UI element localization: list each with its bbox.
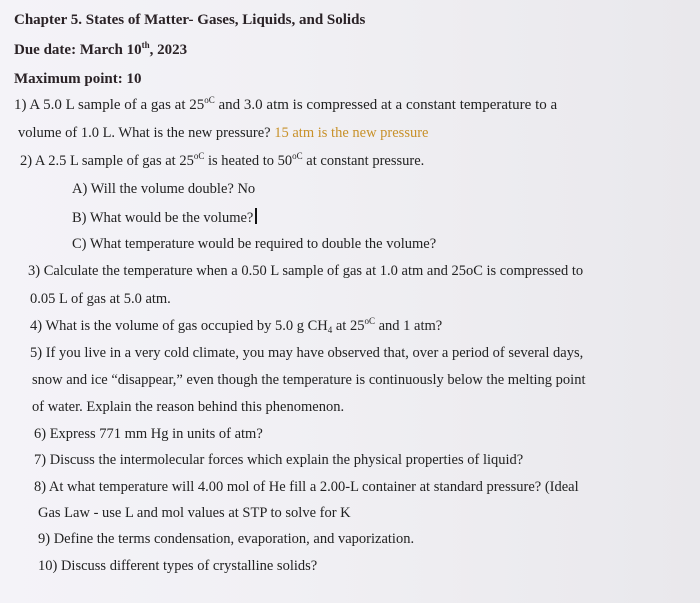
- question-3-line-2: 0.05 L of gas at 5.0 atm.: [30, 291, 171, 307]
- question-2-stem: 2) A 2.5 L sample of gas at $25^{oC}$ is heated to $50^{oC}$ at constant pressure.: [20, 151, 425, 169]
- question-4: 4) What is the volume of gas occupied by 5.0 g $CH_4$ at $25^{oC}$ and 1 atm?: [30, 316, 443, 335]
- question-10: 10) Discuss different types of crystalline solids?: [38, 558, 318, 574]
- due-date: Due date: March 10th, 2023: [14, 40, 188, 58]
- question-1-line-2: volume of 1.0 L. What is the new pressure? 15 atm is the new pressure: [18, 125, 429, 141]
- question-5-line-1: 5) If you live in a very cold climate, you may have observed that, over a period of several days,: [30, 345, 584, 361]
- question-3-line-1: 3) Calculate the temperature when a 0.50 L sample of gas at 1.0 atm and 25oC is compressed to: [28, 263, 584, 279]
- chapter-title: Chapter 5. States of Matter- Gases, Liquids, and Solids: [14, 12, 366, 28]
- question-8-line-2: Gas Law - use L and mol values at STP to solve for K: [38, 505, 351, 521]
- question-1-answer: 15 atm is the new pressure: [274, 125, 429, 141]
- question-7: 7) Discuss the intermolecular forces which explain the physical properties of liquid?: [34, 452, 524, 468]
- max-points: Maximum point: 10: [14, 71, 142, 87]
- question-1-line-1: 1) A 5.0 L sample of a gas at $25^{oC}$ and 3.0 atm is compressed at a constant temperature to a: [14, 95, 558, 113]
- question-2-part-a: A) Will the volume double? No: [72, 181, 256, 197]
- question-9: 9) Define the terms condensation, evaporation, and vaporization.: [38, 531, 415, 547]
- question-5-line-2: snow and ice “disappear,” even though the temperature is continuously below the melting point: [32, 372, 586, 388]
- question-5-line-3: of water. Explain the reason behind this phenomenon.: [32, 399, 345, 415]
- question-2-part-c: C) What temperature would be required to double the volume?: [72, 236, 437, 252]
- question-6: 6) Express 771 mm Hg in units of atm?: [34, 426, 263, 442]
- question-8-line-1: 8) At what temperature will 4.00 mol of He fill a 2.00-L container at standard pressure? (Ideal: [34, 479, 579, 495]
- question-2-part-b[interactable]: B) What would be the volume?: [72, 208, 257, 227]
- text-cursor: [255, 208, 257, 224]
